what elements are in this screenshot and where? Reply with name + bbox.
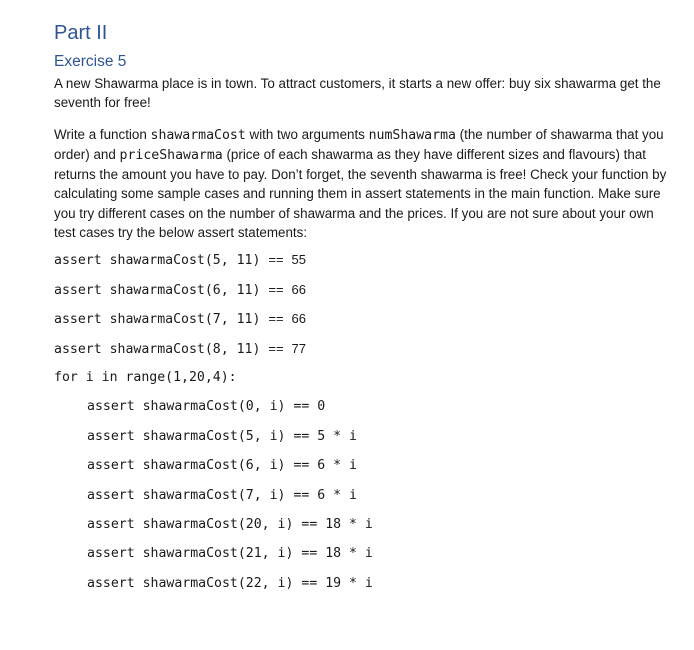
expected-value: 18 * i [325, 516, 373, 532]
equals-operator: == [301, 516, 318, 532]
assert-call: assert shawarmaCost(20, i) [87, 516, 294, 532]
assert-line [54, 427, 674, 456]
equals-operator: == [293, 458, 310, 474]
assert-call: assert shawarmaCost(5, i) [87, 428, 286, 444]
expected-value: 66 [291, 281, 306, 297]
assert-line [54, 574, 674, 603]
argument-name: priceShawarma [119, 147, 223, 163]
assert-call: assert shawarmaCost(21, i) [87, 546, 294, 562]
task-text: Write a function [54, 126, 151, 142]
expected-value: 55 [291, 252, 306, 268]
task-text: (price of each shawarma as they have different sizes and flavours) that returns the amount you have to pay. Don’t forget, the seventh shawarma is free! Check your function by calculating some sample cases and running them in assert statements in the main function. Make sure you try different cases on the number of shawarma and the prices. If you are not sure about your own test cases try the below assert statements: [54, 146, 667, 241]
assert-call: assert shawarmaCost(7, 11) [54, 312, 261, 328]
intro-paragraph: A new Shawarma place is in town. To attract customers, it starts a new offer: buy six shawarma get the seventh for free! [54, 76, 661, 111]
equals-operator: == [293, 399, 310, 415]
assert-call: assert shawarmaCost(0, i) [87, 399, 286, 415]
assert-line [54, 280, 674, 309]
equals-operator: == [301, 546, 318, 562]
code-block [54, 250, 674, 603]
assert-line [54, 339, 674, 368]
assert-line [54, 309, 674, 338]
equals-operator: == [293, 428, 310, 444]
equals-operator: == [268, 281, 284, 297]
assert-call: assert shawarmaCost(7, i) [87, 487, 286, 503]
expected-value: 5 * i [317, 428, 357, 444]
argument-name: numShawarma [368, 127, 456, 143]
document-body [54, 20, 674, 603]
assert-call: assert shawarmaCost(6, 11) [54, 282, 261, 298]
exercise-title: Exercise 5 [54, 53, 127, 70]
assert-call: assert shawarmaCost(6, i) [87, 458, 286, 474]
assert-line [54, 250, 674, 279]
expected-value: 19 * i [325, 575, 373, 591]
task-text: with two arguments [245, 126, 369, 142]
equals-operator: == [268, 311, 284, 327]
expected-value: 66 [291, 311, 306, 327]
assert-call: assert shawarmaCost(8, 11) [54, 341, 261, 357]
equals-operator: == [268, 252, 284, 268]
equals-operator: == [293, 487, 310, 503]
expected-value: 6 * i [317, 458, 357, 474]
assert-line [54, 515, 674, 544]
equals-operator: == [301, 575, 318, 591]
assert-call: assert shawarmaCost(22, i) [87, 575, 294, 591]
task-text: (the number of shawarma that you order) and [54, 126, 664, 162]
assert-line [54, 486, 674, 515]
assert-line [54, 397, 674, 426]
equals-operator: == [268, 340, 284, 356]
for-loop-line: for i in range(1,20,4): [54, 369, 237, 385]
task-paragraph [54, 125, 674, 243]
function-name: shawarmaCost [150, 127, 246, 143]
expected-value: 0 [317, 399, 326, 415]
assert-line [54, 456, 674, 485]
assert-line [54, 544, 674, 573]
assert-call: assert shawarmaCost(5, 11) [54, 253, 261, 269]
expected-value: 18 * i [325, 546, 373, 562]
expected-value: 77 [291, 340, 306, 356]
part-title: Part II [54, 22, 108, 44]
expected-value: 6 * i [317, 487, 357, 503]
